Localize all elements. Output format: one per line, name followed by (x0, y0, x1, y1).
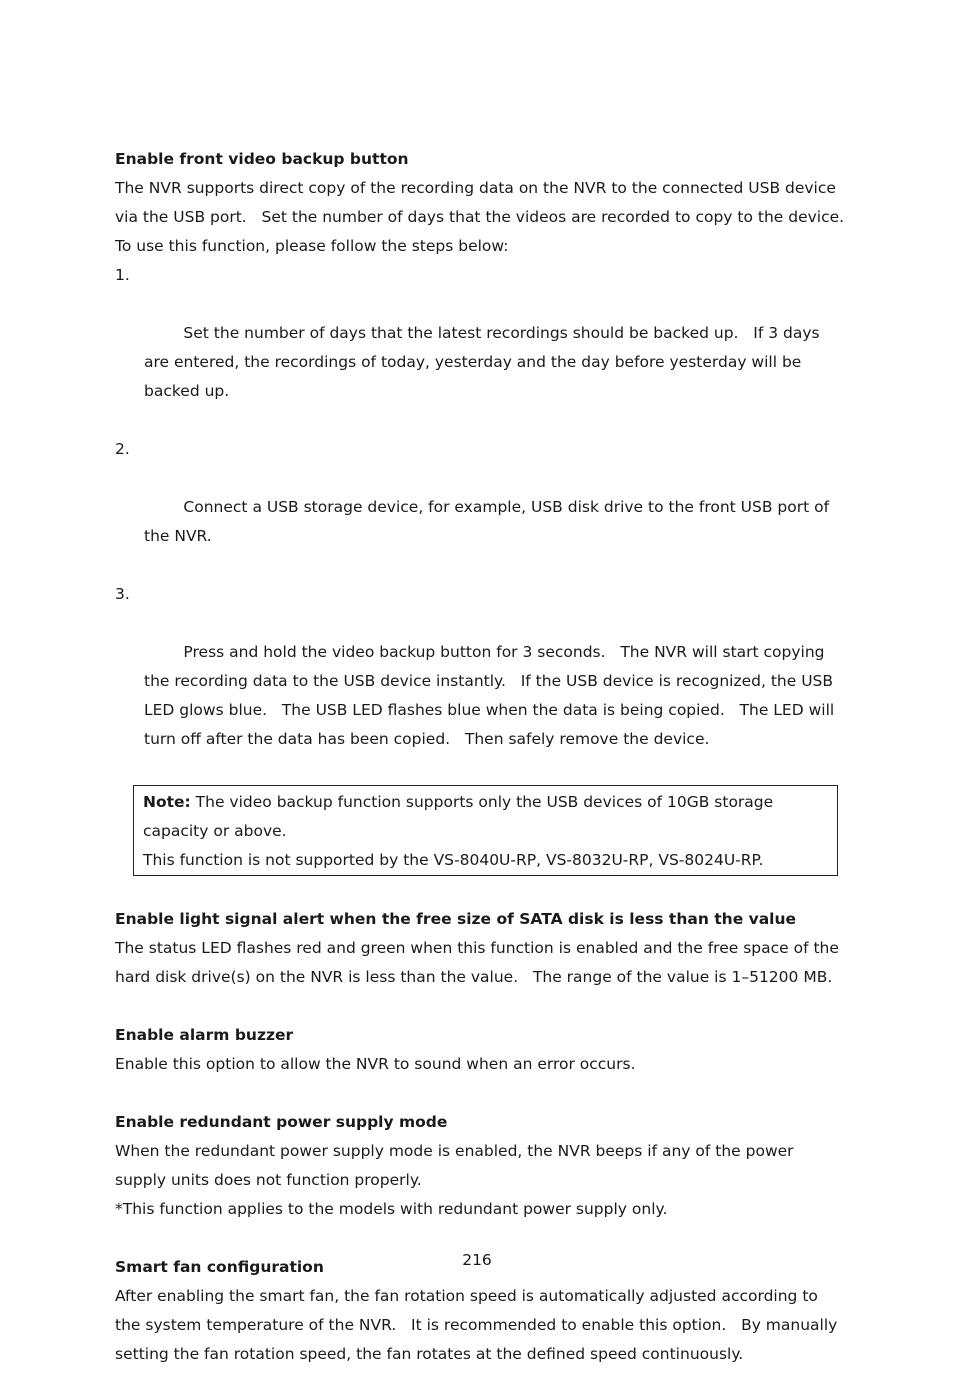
section-redundant-power (115, 1108, 845, 1224)
step-text: Set the number of days that the latest recordings should be backed up. If 3 days are entered, the recordings of today, yesterday and the day before yesterday will be backed up. (144, 324, 825, 400)
section-alarm-buzzer (115, 1021, 845, 1079)
section-front-video-backup (115, 145, 859, 876)
list-item (115, 261, 845, 435)
note-box (133, 785, 838, 876)
section-heading: Enable light signal alert when the free size of SATA disk is less than the value (115, 910, 797, 928)
steps-list (115, 261, 845, 783)
note-label: Note: (143, 793, 191, 811)
step-number: 3. (115, 585, 130, 603)
page-content (115, 145, 859, 1398)
note-line-2: This function is not supported by the VS-8040U-RP, VS-8032U-RP, VS-8024U-RP. (143, 851, 764, 869)
step-text: Connect a USB storage device, for example, USB disk drive to the front USB port of the NVR. (144, 498, 834, 545)
list-item (115, 435, 845, 580)
section-light-signal-alert (115, 905, 845, 992)
section-body: After enabling the smart fan, the fan rotation speed is automatically adjusted according to the system temperature of the NVR. It is recommended to enable this option. By manually setting the fan rotation speed, the fan rotates at the defined speed continuously. (115, 1287, 843, 1363)
section-body: When the redundant power supply mode is enabled, the NVR beeps if any of the power supply units does not function properly. (115, 1142, 799, 1189)
note-line-1 (143, 788, 828, 846)
section-footnote: *This function applies to the models with redundant power supply only. (115, 1200, 668, 1218)
step-number: 1. (115, 266, 130, 284)
list-item (115, 580, 845, 783)
note-text: The video backup function supports only the USB devices of 10GB storage capacity or above. (143, 793, 774, 840)
section-heading: Enable alarm buzzer (115, 1026, 294, 1044)
section-heading: Enable redundant power supply mode (115, 1113, 448, 1131)
section-heading: Smart fan configuration (115, 1258, 324, 1276)
page-number: 216 (462, 1251, 492, 1269)
step-number: 2. (115, 440, 130, 458)
section-intro: The NVR supports direct copy of the recording data on the NVR to the connected USB device via the USB port. Set the number of days that the videos are recorded to copy to the device. To use this function, please follow the steps below: (115, 179, 859, 255)
section-body: Enable this option to allow the NVR to sound when an error occurs. (115, 1055, 636, 1073)
step-text: Press and hold the video backup button for 3 seconds. The NVR will start copying the recording data to the USB device instantly. If the USB device is recognized, the USB LED glows blue. The USB LED flashes blue when the data is being copied. The LED will turn off after the data has been copied. Then safely remove the device. (144, 643, 840, 748)
section-body: The status LED flashes red and green when this function is enabled and the free space of the hard disk drive(s) on the NVR is less than the value. The range of the value is 1–51200 MB. (115, 939, 844, 986)
section-heading: Enable front video backup button (115, 150, 409, 168)
